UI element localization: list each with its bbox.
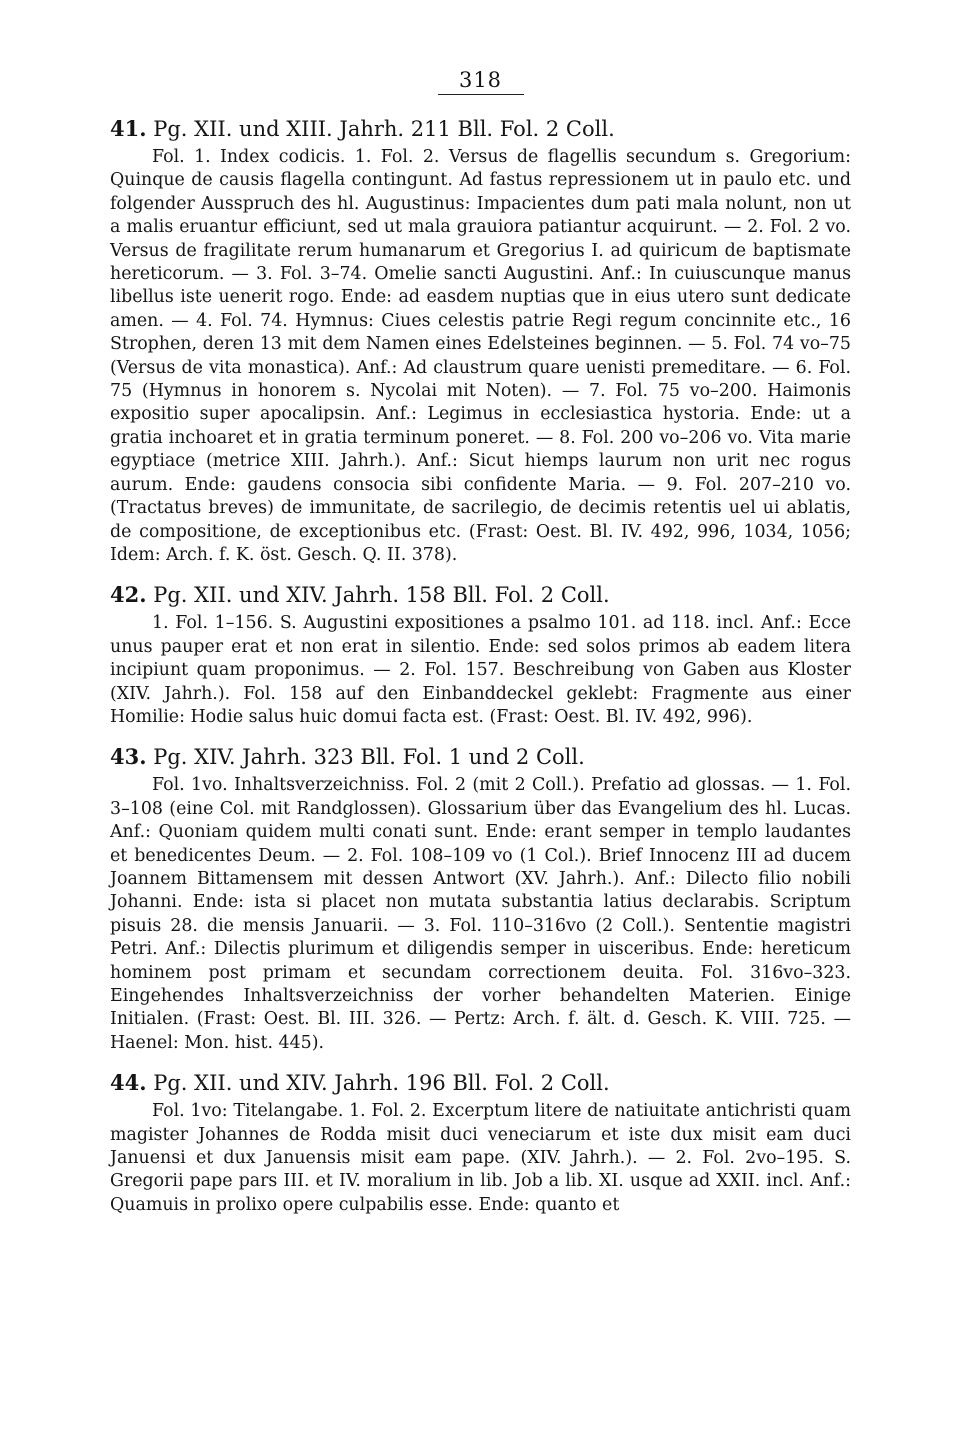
- catalog-entry-42: [110, 581, 851, 729]
- entry-number: 43.: [110, 744, 147, 770]
- catalog-entry-41: [110, 115, 851, 567]
- entry-number: 44.: [110, 1070, 147, 1096]
- entry-body: Fol. 1. Index codicis. 1. Fol. 2. Versus de flagellis secundum s. Gregorium: Quinque de causis flagella contingunt. Ad fastus repressionem ut in paulo etc. und folgender Ausspruch des hl. Augustinus: Impacientes dum pati mala nolunt, non ut a malis eruantur efficiunt, sed ut mala grauiora patiantur acquirunt. — 2. Fol. 2 vo. Versus de fragilitate rerum humanarum et Gregorius I. ad quiricum de baptismate hereticorum. — 3. Fol. 3–74. Omelie sancti Augustini. Anf.: In cuiuscunque manus libellus iste uenerit rogo. Ende: ad easdem nuptias que in eius utero sunt dedicate amen. — 4. Fol. 74. Hymnus: Ciues celestis patrie Regi regum concinnite etc., 16 Strophen, deren 13 mit dem Namen eines Edelsteines beginnen. — 5. Fol. 74 vo–75 (Versus de vita monastica). Anf.: Ad claustrum quare uenisti premeditare. — 6. Fol. 75 (Hymnus in honorem s. Nycolai mit Noten). — 7. Fol. 75 vo–200. Haimonis expositio super apocalipsin. Anf.: Legimus in ecclesiastica hystoria. Ende: ut a gratia inchoaret et in gratia terminum poneret. — 8. Fol. 200 vo–206 vo. Vita marie egyptiace (metrice XIII. Jahrh.). Anf.: Sicut hiemps laurum non urit nec rogus aurum. Ende: gaudens consocia sibi confidente Maria. — 9. Fol. 207–210 vo. (Tractatus breves) de immunitate, de sacrilegio, de decimis retentis uel ui ablatis, de compositione, de exceptionibus etc. (Frast: Oest. Bl. IV. 492, 996, 1034, 1056; Idem: Arch. f. K. öst. Gesch. Q. II. 378).: [110, 147, 851, 565]
- entry-heading-text: Pg. XII. und XIV. Jahrh. 196 Bll. Fol. 2 Coll.: [153, 1071, 610, 1096]
- page-number: 318: [458, 68, 503, 92]
- entry-heading: [110, 581, 851, 609]
- entry-heading-text: Pg. XIV. Jahrh. 323 Bll. Fol. 1 und 2 Coll.: [153, 745, 585, 770]
- page-number-rule: [438, 94, 524, 95]
- entry-heading-text: Pg. XII. und XIV. Jahrh. 158 Bll. Fol. 2 Coll.: [153, 583, 610, 608]
- entry-heading: [110, 1069, 851, 1097]
- entry-body: 1. Fol. 1–156. S. Augustini expositiones a psalmo 101. ad 118. incl. Anf.: Ecce unus pauper erat et non erat in silentio. Ende: sed solos primos ab eadem litera incipiunt quam proponimus. — 2. Fol. 157. Beschreibung von Gaben aus Kloster (XIV. Jahrh.). Fol. 158 auf den Einbanddeckel geklebt: Fragmente aus einer Homilie: Hodie salus huic domui facta est. (Frast: Oest. Bl. IV. 492, 996).: [110, 613, 851, 727]
- catalog-entry-44: [110, 1069, 851, 1217]
- entry-body: Fol. 1vo: Titelangabe. 1. Fol. 2. Excerptum litere de natiuitate antichristi quam magister Johannes de Rodda misit duci veneciarum et iste dux misit eam duci Januensi et dux Januensis misit eam pape. (XIV. Jahrh.). — 2. Fol. 2vo–195. S. Gregorii pape pars III. et IV. moralium in lib. Job a lib. XI. usque ad XXII. incl. Anf.: Quamuis in prolixo opere culpabilis esse. Ende: quanto et: [110, 1101, 851, 1215]
- entry-heading-text: Pg. XII. und XIII. Jahrh. 211 Bll. Fol. 2 Coll.: [153, 117, 615, 141]
- entry-heading: [110, 115, 851, 143]
- entry-number: 42.: [110, 582, 147, 608]
- entry-body: Fol. 1vo. Inhaltsverzeichniss. Fol. 2 (mit 2 Coll.). Prefatio ad glossas. — 1. Fol. 3–108 (eine Col. mit Randglossen). Glossarium über das Evangelium des hl. Lucas. Anf.: Quoniam quidem multi conati sunt. Ende: erant semper in templo laudantes et benedicentes Deum. — 2. Fol. 108–109 vo (1 Col.). Brief Innocenz III ad ducem Joannem Bittamensem mit dessen Antwort (XV. Jahrh.). Anf.: Dilecto filio nobili Johanni. Ende: ista si placet non mutata substantia latius declarabis. Scriptum pisuis 28. die mensis Januarii. — 3. Fol. 110–316vo (2 Coll.). Sententie magistri Petri. Anf.: Dilectis plurimum et diligendis semper in uisceribus. Ende: hereticum hominem post primam et secundam correctionem deuita. Fol. 316vo–323. Eingehendes Inhaltsverzeichniss der vorher behandelten Materien. Einige Initialen. (Frast: Oest. Bl. III. 326. — Pertz: Arch. f. ält. d. Gesch. K. VIII. 725. — Haenel: Mon. hist. 445).: [110, 775, 851, 1053]
- entry-heading: [110, 743, 851, 771]
- entry-number: 41.: [110, 116, 147, 141]
- document-page: [110, 68, 851, 1217]
- catalog-entry-43: [110, 743, 851, 1055]
